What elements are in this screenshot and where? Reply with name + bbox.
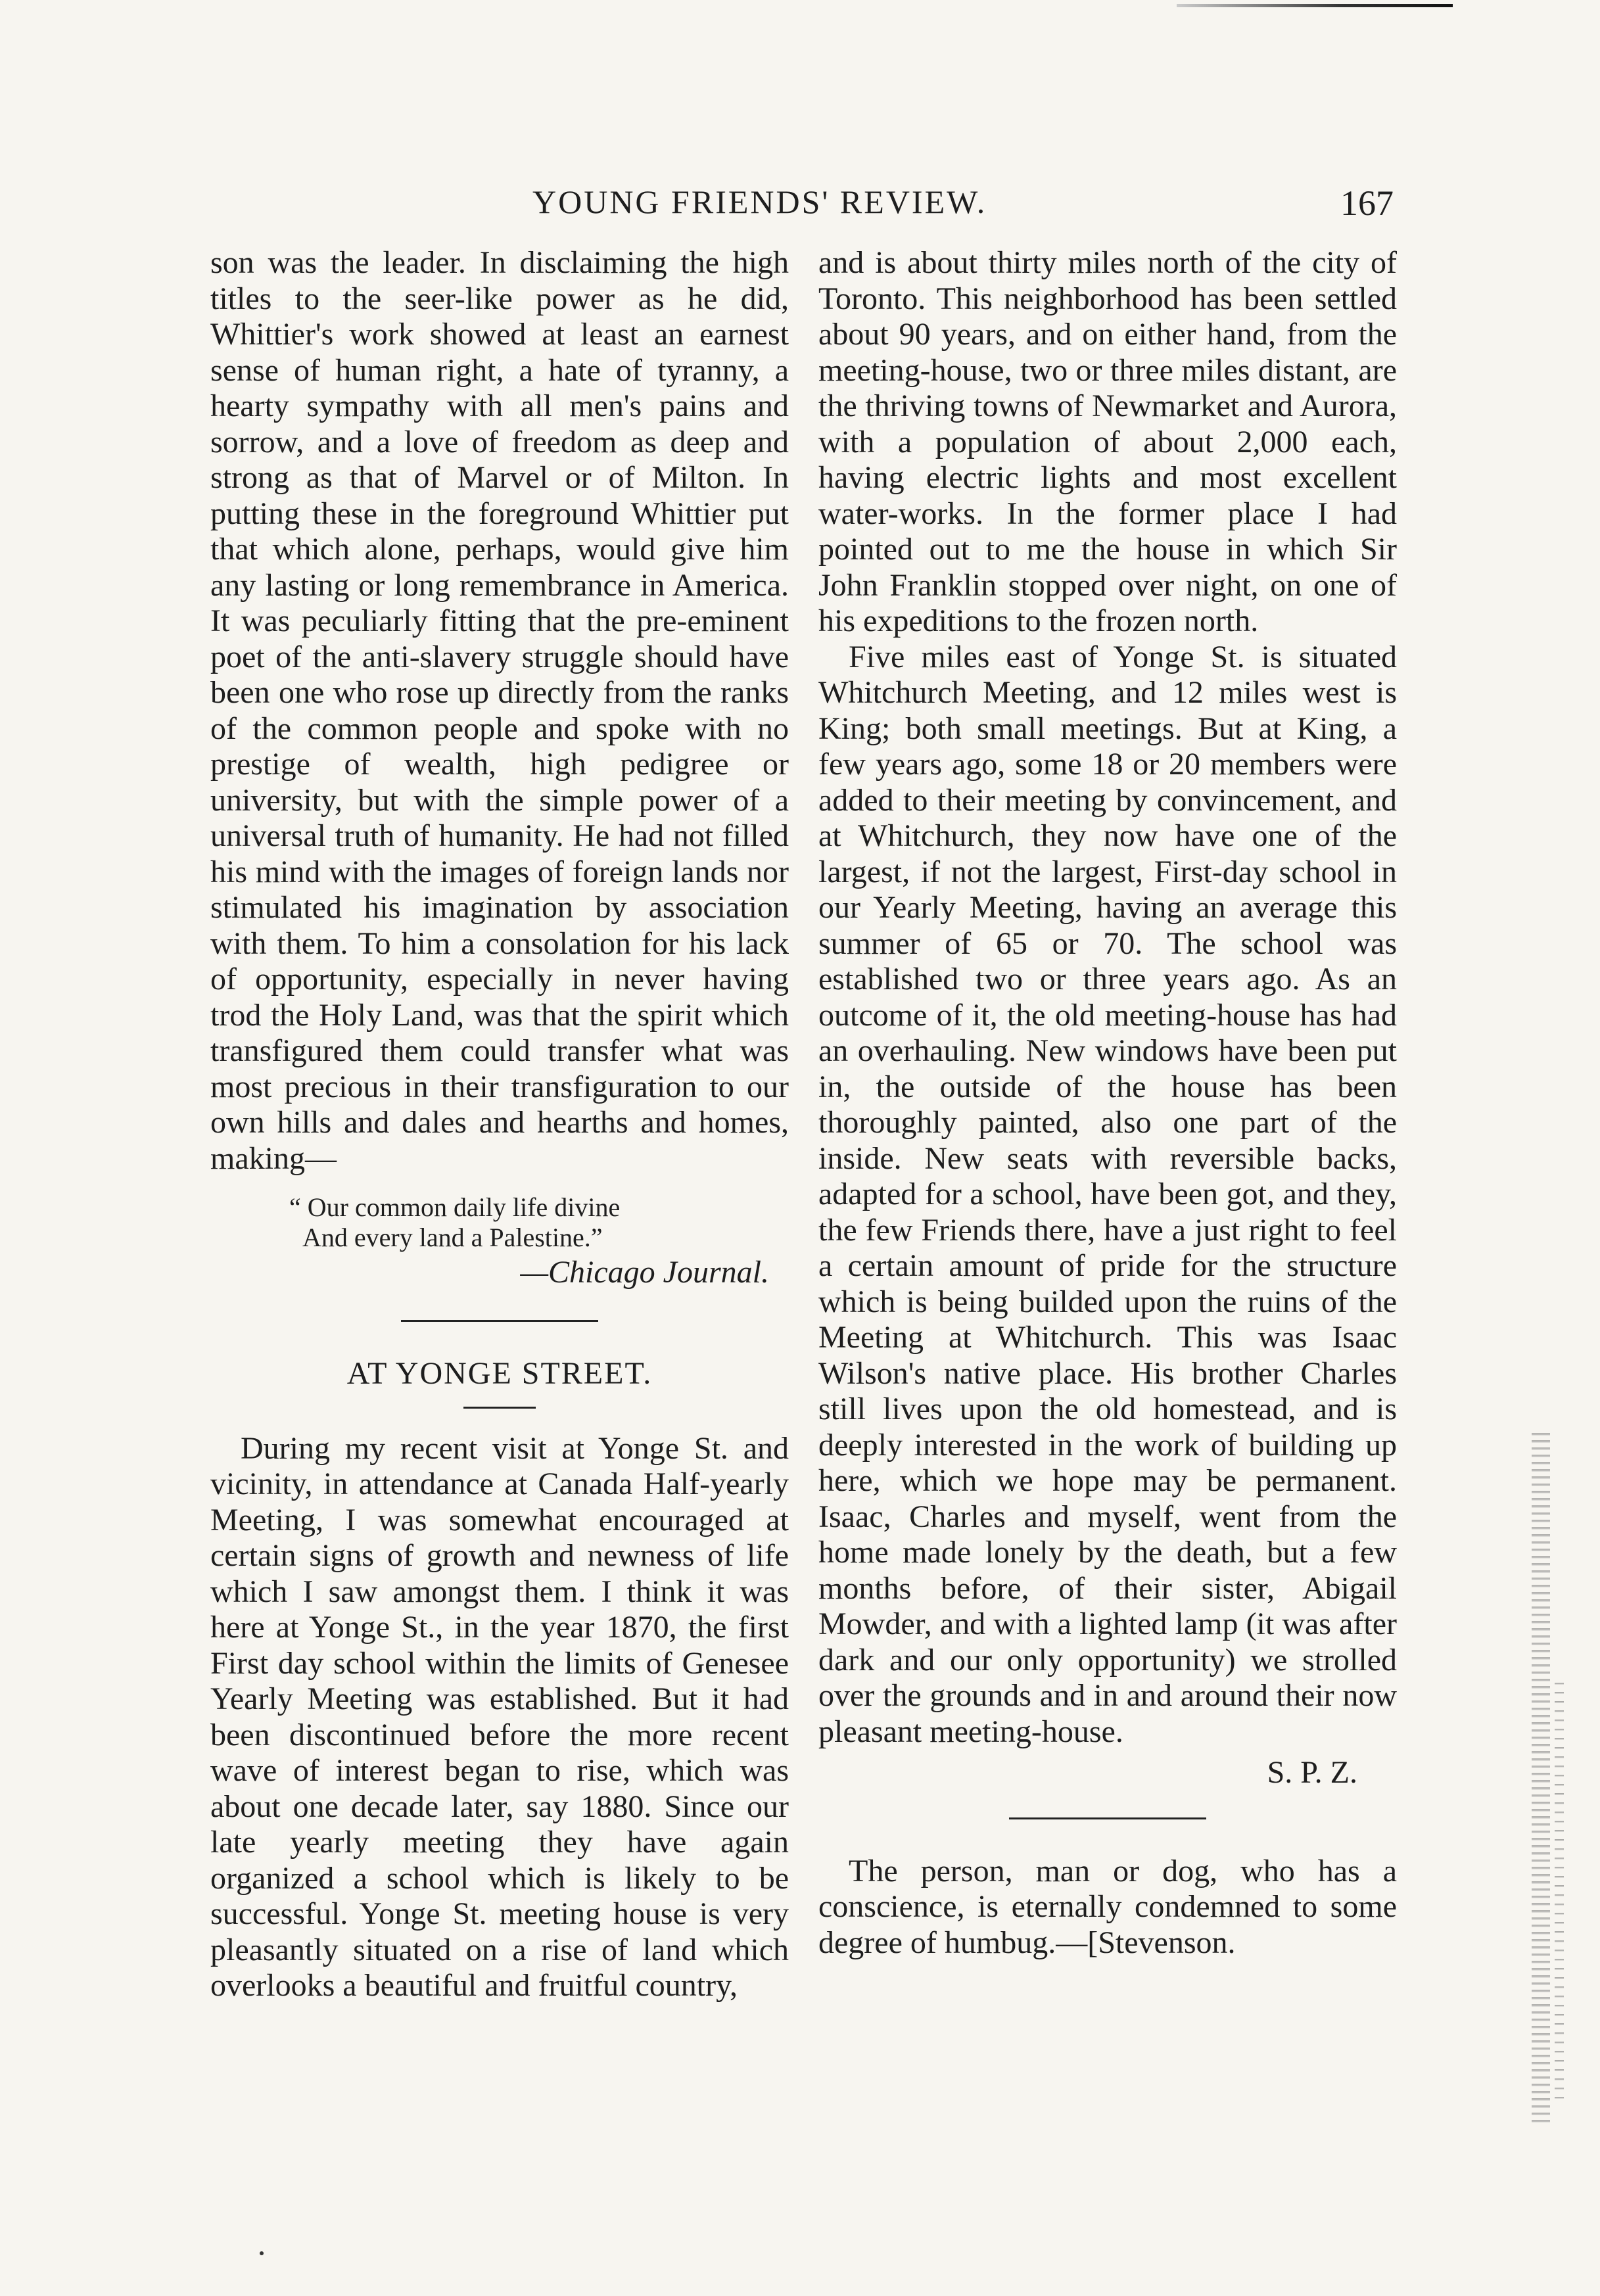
running-head (210, 183, 1394, 235)
print-mark-dot (260, 2251, 264, 2255)
whittier-paragraph: son was the leader. In disclaiming the high titles to the seer-like power as he did, Whittier's work showed at least an earnest sense of human right, a hate of tyranny, a hearty sympathy with all men's pains and sorrow, and a love of freedom as deep and strong as that of Marvel or of Milton. In putting these in the foreground Whittier put that which alone, perhaps, would give him any lasting or long remembrance in America. It was peculiarly fitting that the pre-eminent poet of the anti-slavery struggle should have been one who rose up directly from the ranks of the common people and spoke with no prestige of wealth, high pedigree or university, but with the simple power of a universal truth of humanity. He had not filled his mind with the images of foreign lands nor stimulated his imagination by association with them. To him a consolation for his lack of opportunity, especially in never having trod the Holy Land, was that the spirit which transfigured them could transfer what was most precious in their transfiguration to our own hills and dales and hearths and homes, making— (210, 245, 789, 1176)
whitchurch-paragraph: Five miles east of Yonge St. is situated Whitchurch Meeting, and 12 miles west is King; both small meetings. But at King, a few years ago, some 18 or 20 members were added to their meeting by convincement, and at Whitchurch, they now have one of the largest, if not the largest, First-day school in our Yearly Meeting, having an average this summer of 65 or 70. The school was established two or three years ago. As an outcome of it, the old meeting-house has had an overhauling. New windows have been put in, the outside of the house has been thoroughly painted, also one part of the inside. New seats with reversible backs, adapted for a school, have been got, and they, the few Friends there, have a just right to feel a certain amount of pride for the structure which is being builded upon the ruins of the Meeting at Whitchurch. This was Isaac Wilson's native place. His brother Charles still lives upon the old homestead, and is deeply interested in the work of building up here, which we hope may be permanent. Isaac, Charles and myself, went from the home made lonely by the death, but a few months before, of their sister, Abigail Mowder, and with a lighted lamp (it was after dark and our only opportunity) we strolled over the grounds and in and around their now pleasant meeting-house. (818, 639, 1397, 1749)
left-column (210, 245, 789, 2004)
quote-line-1: “ Our common daily life divine (289, 1192, 621, 1222)
toronto-paragraph: and is about thirty miles north of the city of Toronto. This neighborhood has been settled about 90 years, and on either hand, from the meeting-house, two or three miles distant, are the thriving towns of Newmarket and Aurora, with a population of about 2,000 each, having electric lights and most excellent water-works. In the former place I had pointed out to me the house in which Sir John Franklin stopped over night, on one of his expeditions to the frozen north. (818, 245, 1397, 638)
yonge-street-paragraph: During my recent visit at Yonge St. and vicinity, in attendance at Canada Half-yearly Meeting, I was somewhat encouraged at certain signs of growth and newness of life which I saw amongst them. I think it was here at Yonge St., in the year 1870, the first First day school within the limits of Genesee Yearly Meeting was established. But it had been discontinued before the more recent wave of interest began to rise, which was about one decade later, say 1880. Since our late yearly meeting they have again organized a school which is likely to be successful. Yonge St. meeting house is very pleasantly situated on a rise of land which overlooks a beautiful and fruitful country, (210, 1430, 789, 2003)
heading-underline (463, 1407, 536, 1409)
author-signature: S. P. Z. (1267, 1755, 1357, 1790)
page-edge-speckle-secondary (1555, 1683, 1564, 2103)
page-edge-speckle (1532, 1433, 1550, 2123)
section-heading: AT YONGE STREET. (346, 1356, 653, 1391)
verse-quote (210, 1192, 789, 1292)
right-column (818, 245, 1397, 1961)
stevenson-quote-paragraph: The person, man or dog, who has a conscience, is eternally condemned to some degree of humbug.—[Stevenson. (818, 1853, 1397, 1960)
page-number: 167 (1340, 183, 1394, 223)
journal-title: YOUNG FRIENDS' REVIEW. (532, 183, 987, 220)
quote-source: —Chicago Journal. (520, 1255, 769, 1290)
quote-line-2: And every land a Palestine.” (302, 1223, 603, 1252)
section-divider (401, 1320, 598, 1322)
top-edge-rule (1177, 4, 1453, 7)
closing-divider (1009, 1817, 1206, 1819)
